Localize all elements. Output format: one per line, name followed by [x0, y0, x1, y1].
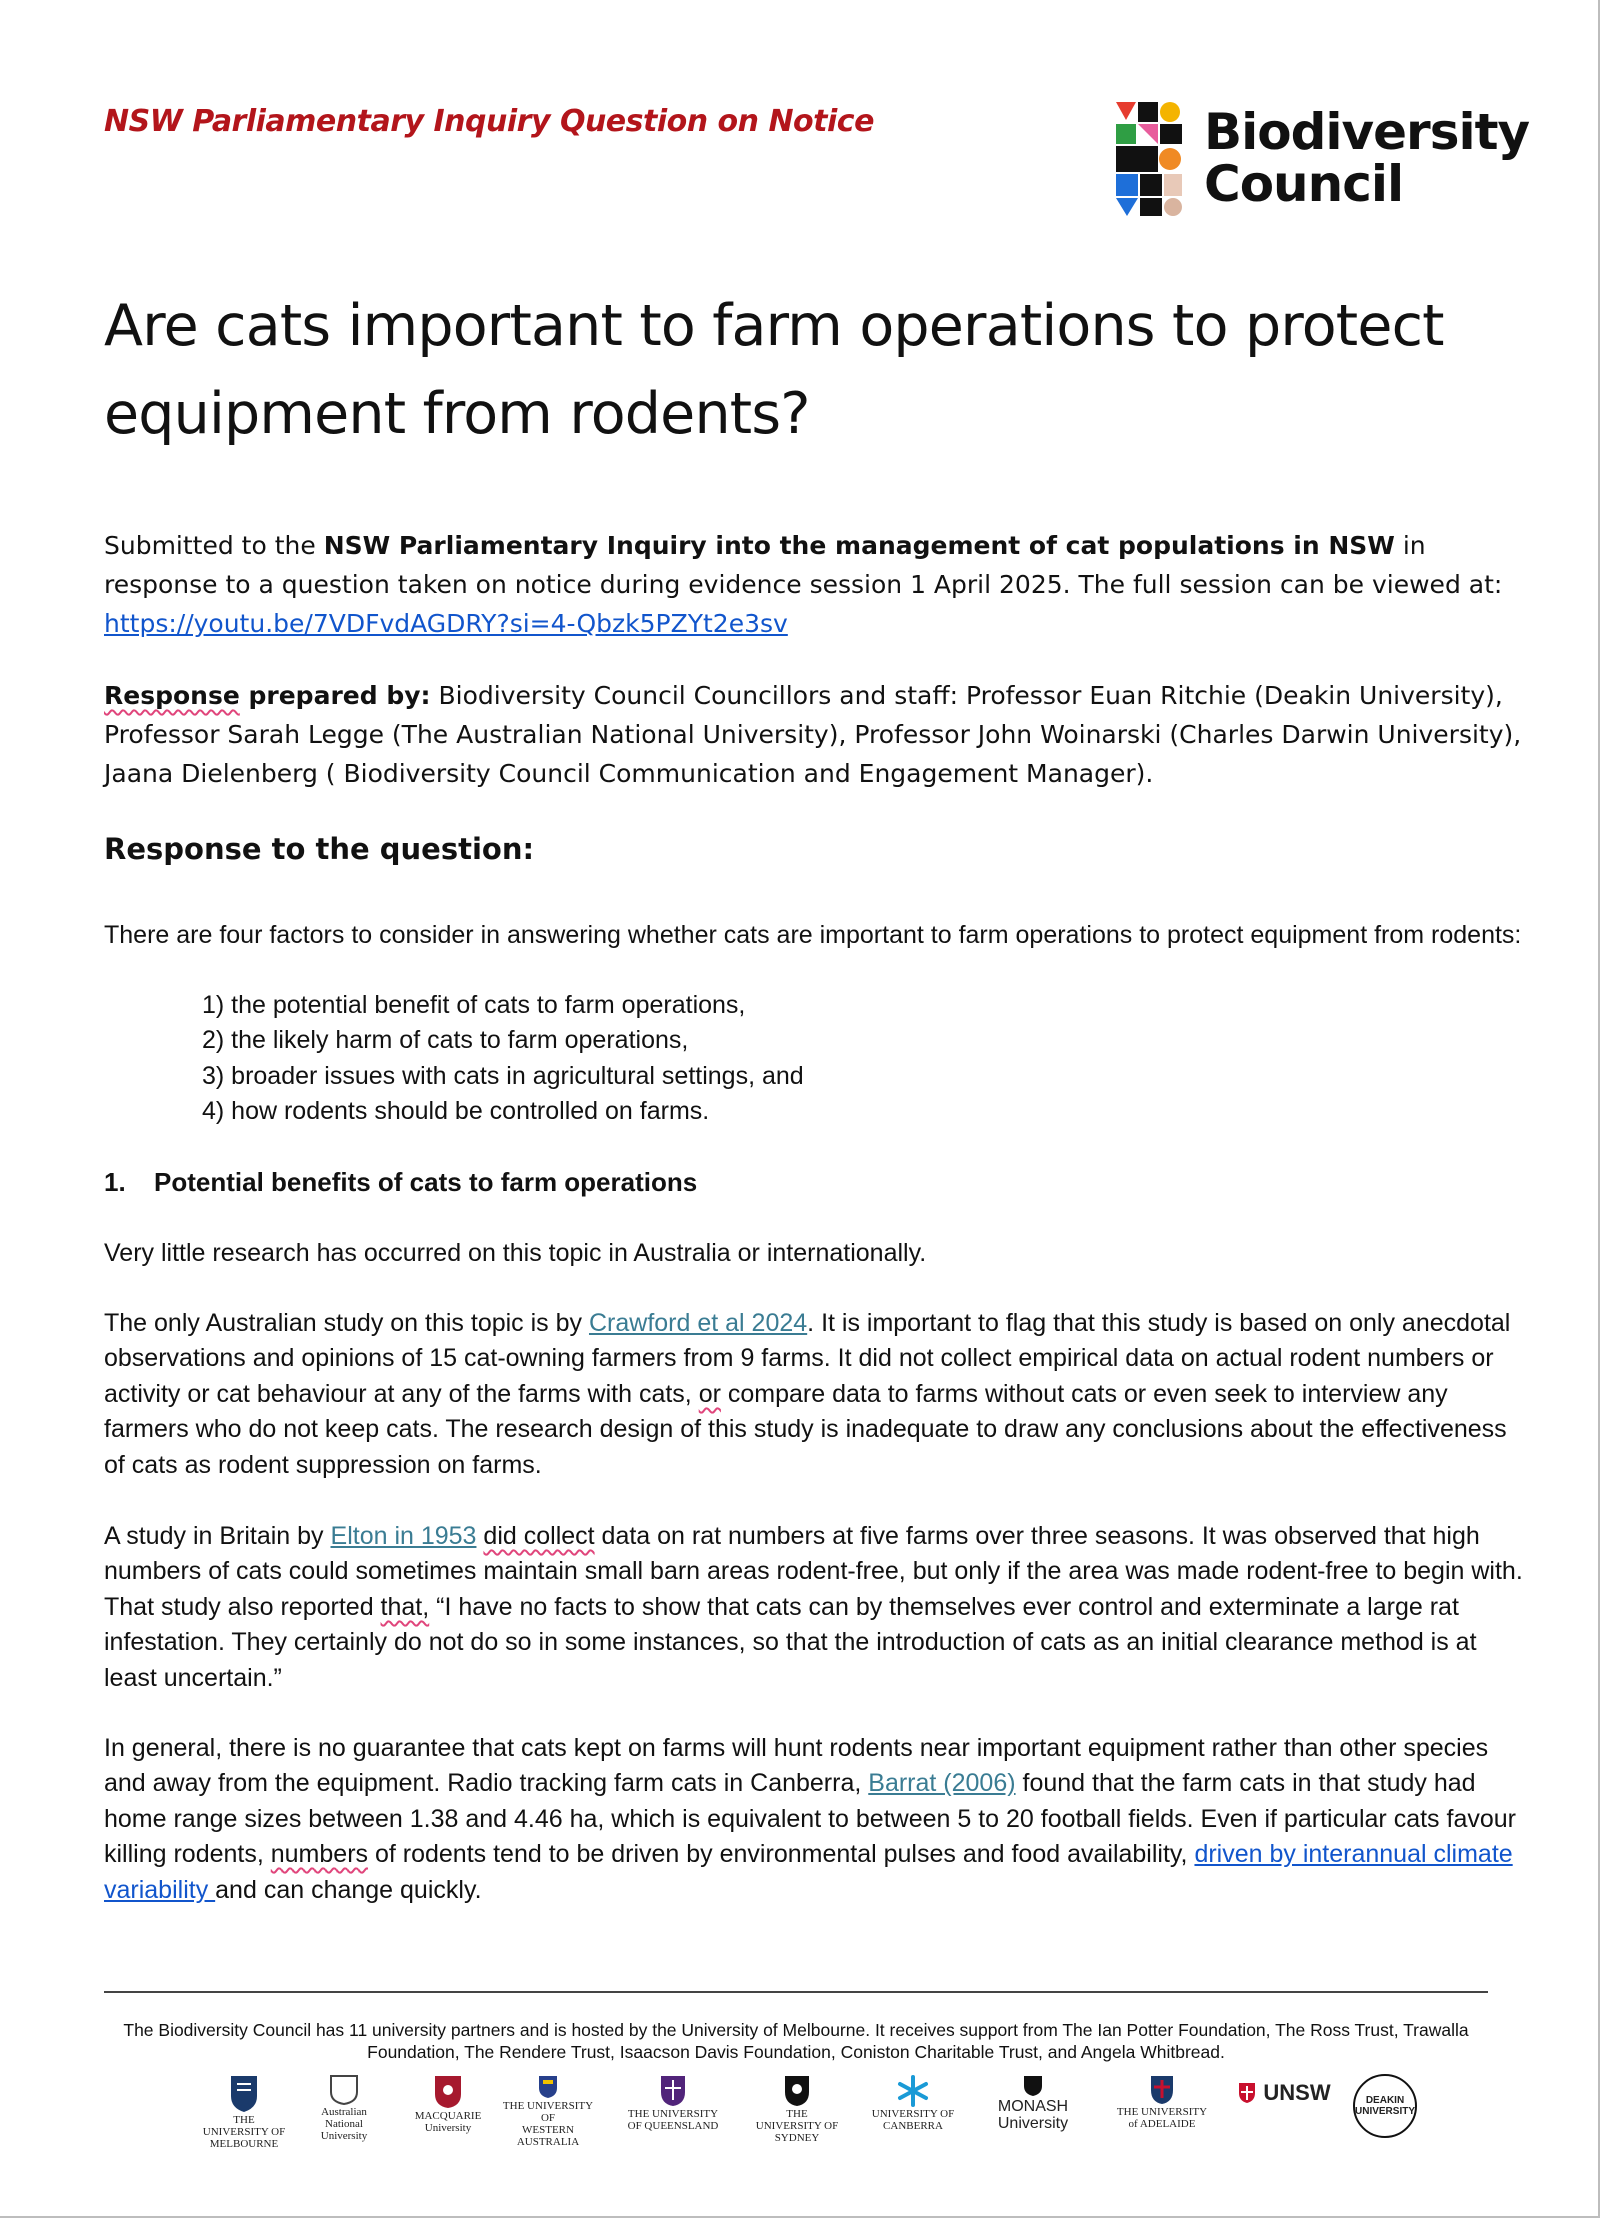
melbourne-crest-icon: [229, 2074, 259, 2114]
p3-text-b: data on rat numbers at five farms over three seasons. It was observed that high numbers of cats could sometimes maintain small barn areas rodent-free, but only if the area was made rodent-free to begin with. That study also reported: [104, 1522, 1523, 1621]
partner-melbourne: [200, 2074, 288, 2154]
partner-canberra: [868, 2074, 958, 2154]
inquiry-name: NSW Parliamentary Inquiry into the management of cat populations in NSW: [323, 531, 1395, 560]
footer-acknowledgement: The Biodiversity Council has 11 university partners and is hosted by the University of Melbourne. It receives support from The Ian Potter Foundation, The Ross Trust, Trawalla Foundation, The Rendere Trust, Isaacson Davis Foundation, Coniston Charitable Trust, and Angela Whitbread.: [123, 2020, 1469, 2062]
p3-flagged-word: that,: [380, 1592, 430, 1621]
partner-name: MONASH University: [997, 2098, 1069, 2132]
p4-text-a: In general, there is no guarantee that cats kept on farms will hunt rodents near important equipment rather than other species and away from the equipment. Radio tracking farm cats in Canberra,: [104, 1734, 1489, 1798]
logo-mark-icon: [1114, 100, 1184, 218]
partner-name: UNIVERSITY OF CANBERRA: [871, 2108, 955, 2132]
partner-name: Australian National University: [320, 2106, 368, 2142]
canberra-snowflake-icon: [896, 2074, 930, 2108]
anu-crest-icon: [329, 2074, 359, 2106]
partner-logos: [200, 2074, 1440, 2154]
partner-name: THE UNIVERSITY OF MELBOURNE: [202, 2114, 286, 2150]
monash-crest-icon: [1022, 2074, 1044, 2098]
partner-uq: [618, 2074, 728, 2154]
elton-reference-link[interactable]: Elton in 1953: [330, 1522, 477, 1550]
intro-paragraph: There are four factors to consider in answering whether cats are important to farm operations to protect equipment from rodents:: [104, 921, 1522, 949]
partner-monash: [978, 2074, 1088, 2154]
partner-sydney: [752, 2074, 842, 2154]
p2-text-a: The only Australian study on this topic is by: [104, 1309, 589, 1337]
prepared-authors: Biodiversity Council Councillors and staff: Professor Euan Ritchie (Deakin University), Professor Sarah Legge (The Australian National University), Professor John Woinarski (Charles Darwin University), Jaana Dielenberg ( Biodiversity Council Communication and Engagement Manager).: [104, 681, 1522, 788]
factors-list: [202, 988, 804, 1130]
adelaide-crest-icon: [1149, 2074, 1175, 2106]
crawford-reference-link[interactable]: Crawford et al 2024: [588, 1309, 808, 1337]
p2-flagged-word: or: [698, 1379, 721, 1408]
factor-item: 4) how rodents should be controlled on farms.: [202, 1097, 710, 1126]
prepared-label-rest: prepared by:: [239, 681, 431, 710]
response-heading: Response to the question:: [104, 832, 535, 866]
partner-name: UNSW: [1263, 2080, 1331, 2105]
footer-divider: [104, 1991, 1488, 1993]
factor-item: 2) the likely harm of cats to farm operations,: [202, 1026, 689, 1055]
partner-adelaide: [1112, 2074, 1212, 2154]
logo-line-1: Biodiversity: [1204, 103, 1530, 161]
partner-name: DEAKIN UNIVERSITY: [1355, 2095, 1416, 2117]
p4-text-c: of rodents tend to be driven by environmental pulses and food availability,: [368, 1840, 1195, 1869]
uq-crest-icon: [659, 2074, 687, 2108]
partner-macquarie: [408, 2074, 488, 2154]
partner-name: THE UNIVERSITY OF QUEENSLAND: [627, 2108, 719, 2132]
paragraph-2: [104, 1306, 1524, 1483]
document-kicker: NSW Parliamentary Inquiry Question on Notice: [104, 104, 874, 139]
submission-note: [104, 526, 1524, 643]
p4-text-d: and can change quickly.: [215, 1875, 482, 1904]
paragraph-4: [104, 1731, 1524, 1908]
partner-name: THE UNIVERSITY OF WESTERN AUSTRALIA: [502, 2100, 594, 2148]
section-number: 1.: [104, 1167, 126, 1197]
partner-name: THE UNIVERSITY of ADELAIDE: [1116, 2106, 1208, 2130]
partner-anu: [300, 2074, 388, 2154]
barrat-reference-link[interactable]: Barrat (2006): [868, 1769, 1016, 1798]
p3-text-a: A study in Britain by: [104, 1522, 331, 1550]
factor-item: 1) the potential benefit of cats to farm operations,: [202, 991, 746, 1019]
page-title: [104, 282, 1504, 458]
session-video-link[interactable]: https://youtu.be/7VDFvdAGDRY?si=4-Qbzk5PZYt2e3sv: [104, 609, 788, 638]
uwa-crest-icon: [537, 2074, 559, 2100]
logo-line-2: Council: [1204, 155, 1404, 213]
partner-uwa: [502, 2074, 594, 2154]
unsw-crest-icon: [1237, 2081, 1257, 2105]
submission-pre: Submitted to the: [104, 531, 324, 560]
logo-wordmark: [1204, 103, 1530, 213]
partner-unsw: [1234, 2074, 1334, 2154]
p3-quote: “I have no facts to show that cats can by themselves ever control and exterminate a large rat infestation. They certainly do not do so in some instances, so that the introduction of cats as an initial clearance method is at least uncertain.”: [104, 1592, 1477, 1692]
paragraph-3: [104, 1519, 1524, 1696]
climate-variability-link[interactable]: driven by interannual climate variability: [104, 1840, 1513, 1904]
deakin-roundel-icon: [1353, 2074, 1417, 2138]
section-1-heading: [104, 1167, 697, 1198]
factor-item: 3) broader issues with cats in agricultural settings, and: [202, 1061, 804, 1090]
partner-name: MACQUARIE University: [414, 2110, 482, 2134]
p4-text-b: found that the farm cats in that study had home range sizes between 1.38 and 4.46 ha, which is equivalent to between 5 to 20 football fields. Even if particular cats favour killing rodents,: [104, 1769, 1516, 1869]
macquarie-crest-icon: [433, 2074, 463, 2110]
p2-text-b: . It is important to flag that this study is based on only anecdotal observations and opinions of 15 cat-owning farmers from 9 farms. It did not collect empirical data on actual rodent numbers or activity or cat behaviour at any of the farms with cats,: [104, 1309, 1511, 1408]
paragraph-1: Very little research has occurred on this topic in Australia or internationally.: [104, 1239, 927, 1267]
partner-deakin: [1350, 2074, 1420, 2154]
section-title: Potential benefits of cats to farm operations: [154, 1167, 698, 1197]
prepared-by: [104, 676, 1524, 793]
partner-name: THE UNIVERSITY OF SYDNEY: [755, 2108, 839, 2144]
p4-flagged-word: numbers: [270, 1840, 369, 1869]
title-line-1: Are cats important to farm operations to protect: [104, 293, 1444, 359]
biodiversity-council-logo: [1114, 100, 1530, 218]
sydney-crest-icon: [783, 2074, 811, 2108]
p2-text-c: compare data to farms without cats or even seek to interview any farmers who do not keep cats. The research design of this study is inadequate to draw any conclusions about the effectiveness of cats as rodent suppression on farms.: [104, 1379, 1507, 1479]
prepared-label-response: Response: [104, 681, 240, 710]
submission-post: in response to a question taken on notice during evidence session 1 April 2025. The full session can be viewed at:: [104, 531, 1503, 599]
title-line-2: equipment from rodents?: [104, 381, 810, 447]
p3-flagged-phrase: did collect: [483, 1522, 595, 1550]
